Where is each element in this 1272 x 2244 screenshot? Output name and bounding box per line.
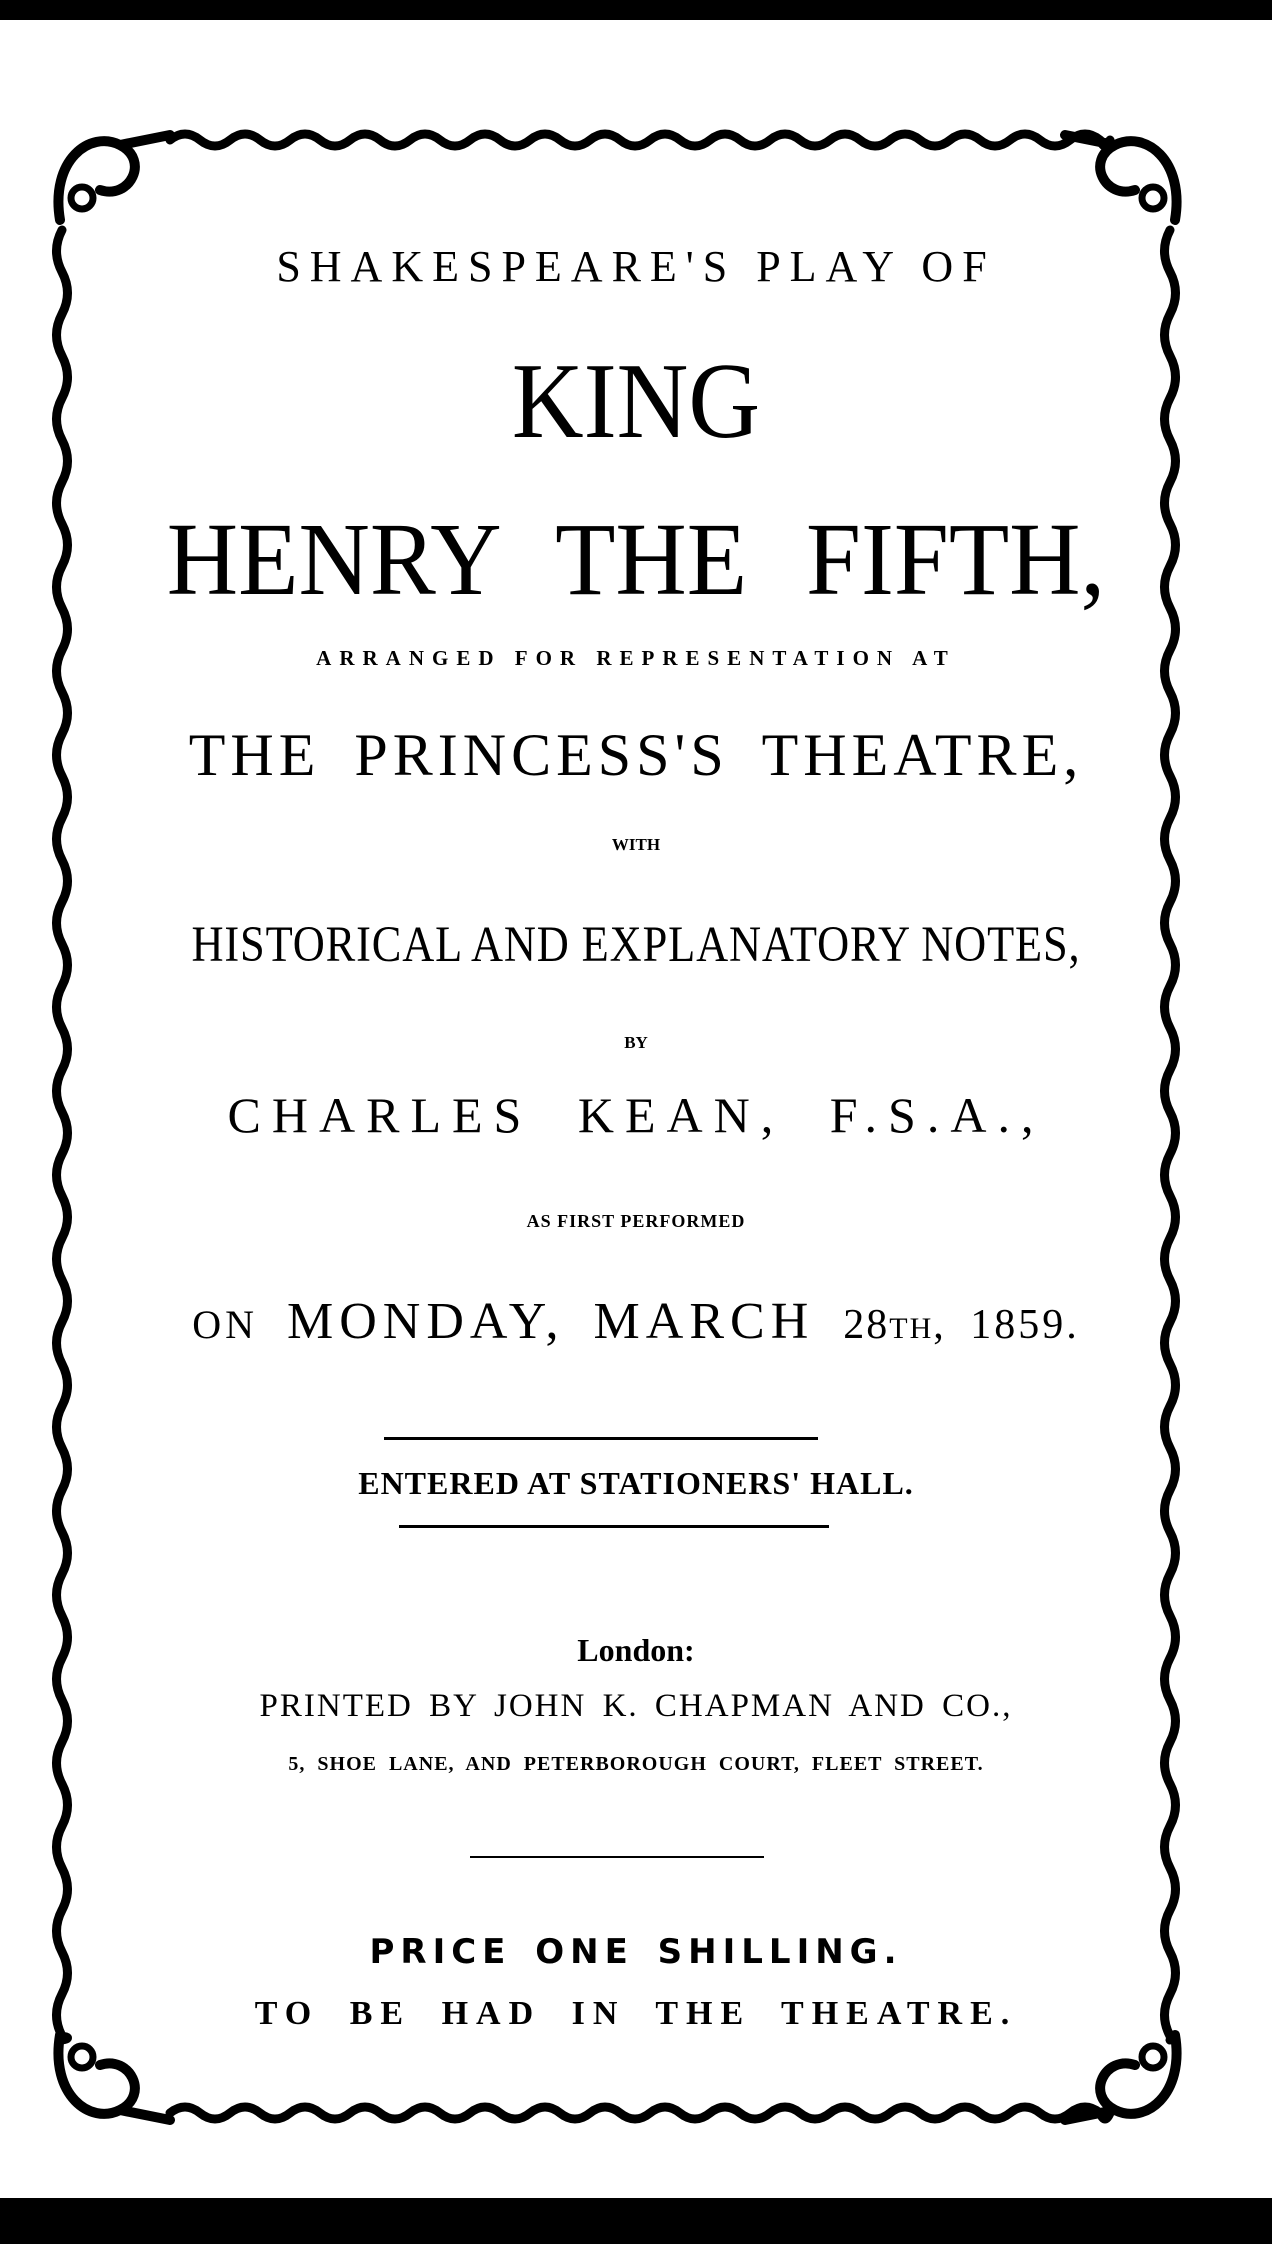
availability-line: TO BE HAD IN THE THEATRE.: [254, 1995, 1018, 2032]
performance-date: [0, 1293, 1272, 1350]
date-suffix: TH: [889, 1312, 934, 1345]
first-performed-line: AS FIRST PERFORMED: [526, 1211, 746, 1231]
corner-top-left-scroll-loop: [71, 187, 93, 209]
price-line: PRICE ONE SHILLING.: [369, 1932, 903, 1972]
printer-line: PRINTED BY JOHN K. CHAPMAN AND CO.,: [259, 1688, 1013, 1724]
corner-bottom-left-scroll-loop: [71, 2046, 93, 2068]
title-king: KING: [511, 342, 761, 461]
author-name: CHARLES KEAN, F.S.A.,: [227, 1087, 1045, 1143]
by-line: BY: [624, 1033, 648, 1052]
date-on: ON: [192, 1302, 259, 1347]
rule-above-entered: [384, 1437, 818, 1440]
rule-below-entered: [399, 1525, 829, 1528]
entered-stationers-hall: ENTERED AT STATIONERS' HALL.: [358, 1465, 914, 1501]
date-year: , 1859.: [933, 1302, 1080, 1348]
date-main: MONDAY, MARCH: [287, 1293, 815, 1350]
corner-bottom-right-scroll-loop: [1142, 2046, 1164, 2068]
london-imprint: London:: [577, 1632, 695, 1668]
title-henry-the-fifth: HENRY THE FIFTH,: [166, 502, 1106, 617]
rule-above-price: [470, 1856, 764, 1858]
play-of-heading: SHAKESPEARE'S PLAY OF: [276, 242, 996, 291]
border-top-ribbon: [170, 134, 1110, 146]
date-day: 28: [843, 1302, 890, 1348]
theatre-name: THE PRINCESS'S THEATRE,: [188, 722, 1084, 788]
with-line: WITH: [611, 835, 661, 854]
notes-line: HISTORICAL AND EXPLANATORY NOTES,: [191, 917, 1081, 973]
border-bottom-ribbon: [170, 2107, 1110, 2119]
corner-top-right-scroll-loop: [1142, 187, 1164, 209]
printer-address: 5, SHOE LANE, AND PETERBOROUGH COURT, FLEET STREET.: [288, 1753, 984, 1775]
arranged-line: ARRANGED FOR REPRESENTATION AT: [316, 646, 956, 670]
